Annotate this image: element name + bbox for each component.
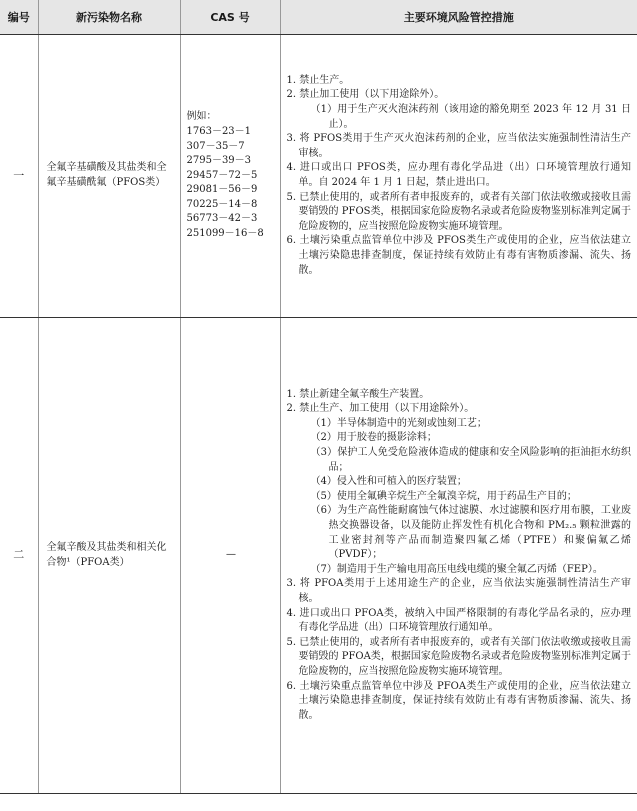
table-row	[0, 35, 637, 318]
measure-subitem: （4）侵入性和可植入的医疗装置；	[310, 476, 467, 488]
measure-item: 2. 禁止加工使用（以下用途除外）。	[286, 89, 445, 101]
measure-item: 4. 进口或出口 PFOS类，应办理有毒化学品进（出）口环境管理放行通知单。自 2024 年 1 月 1 日起，禁止进出口。	[286, 162, 631, 188]
measure-subitem: （1）半导体制造中的光刻或蚀刻工艺；	[310, 417, 487, 429]
header-number: 编号	[0, 0, 38, 35]
header-control-measures: 主要环境风险管控措施	[280, 0, 637, 35]
measure-item: 3. 将 PFOA类用于上述用途生产的企业，应当依法实施强制性清洁生产审核。	[286, 578, 631, 604]
measure-item: 6. 土壤污染重点监管单位中涉及 PFOS类生产或使用的企业，应当依法建立土壤污染隐患排查制度，保证持续有效防止有毒有害物质渗漏、流失、扬散。	[286, 235, 631, 276]
measure-subitem: （3）保护工人免受危险液体造成的健康和安全风险影响的拒油拒水纺织品；	[310, 447, 631, 473]
row-number: 二	[0, 318, 38, 794]
measure-item: 1. 禁止新建全氟辛酸生产装置。	[286, 388, 430, 400]
cas-cell	[180, 35, 280, 318]
measure-item: 4. 进口或出口 PFOA类，被纳入中国严格限制的有毒化学品名录的，应办理有毒化学品进（出）口环境管理放行通知单。	[286, 607, 631, 634]
cas-number: 29081－56－9	[186, 184, 258, 196]
cas-number: 70225－14－8	[186, 198, 258, 210]
measure-item: 5. 已禁止使用的，或者所有者申报废弃的，或者有关部门依法收缴或接收且需要销毁的 PFOA类，根据国家危险废物名录或者危险废物鉴别标准判定属于危险废物的，应当按照危险废物实施环境管理。	[286, 636, 631, 677]
cas-number: 29457－72－5	[186, 169, 258, 181]
table-row	[0, 318, 637, 794]
measure-item: 5. 已禁止使用的，或者所有者申报废弃的，或者有关部门依法收缴或接收且需要销毁的 PFOS类，根据国家危险废物名录或者危险废物鉴别标准判定属于危险废物的，应当按照危险废物实施环境管理。	[286, 191, 631, 232]
measure-subitem: （2）用于胶卷的摄影涂料；	[310, 432, 437, 444]
control-measures	[280, 35, 637, 318]
measure-item: 1. 禁止生产。	[286, 74, 350, 86]
measure-subitem: （5）使用全氟碘辛烷生产全氟溴辛烷，用于药品生产目的；	[310, 490, 577, 502]
header-pollutant-name: 新污染物名称	[38, 0, 180, 35]
cas-number: 251099－16－8	[186, 228, 264, 240]
measure-subitem: （1）用于生产灭火泡沫药剂（该用途的豁免期至 2023 年 12 月 31 日止）。	[310, 104, 631, 130]
cas-intro: 例如：	[186, 111, 217, 123]
pollutant-name: 全氟辛酸及其盐类和相关化合物¹（PFOA类）	[38, 318, 180, 794]
cas-number: —	[180, 318, 280, 794]
control-measures	[280, 318, 637, 794]
cas-number: 2795－39－3	[186, 155, 252, 167]
header-cas-number: CAS 号	[180, 0, 280, 35]
cas-number: 1763－23－1	[186, 125, 252, 137]
pollutant-name: 全氟辛基磺酸及其盐类和全氟辛基磺酰氟（PFOS类）	[38, 35, 180, 318]
cas-number: 56773－42－3	[186, 213, 258, 225]
measure-subitem: （6）为生产高性能耐腐蚀气体过滤膜、水过滤膜和医疗用布膜，工业废热交换器设备，以及能防止挥发性有机化合物和 PM₂.₅ 颗粒泄露的工业密封剂等产品而制造聚四氟乙烯（PTFE）和聚偏氟乙烯（PVDF）；	[310, 505, 631, 561]
measure-item: 6. 土壤污染重点监管单位中涉及 PFOA类生产或使用的企业，应当依法建立土壤污染隐患排查制度，保证持续有效防止有毒有害物质渗漏、流失、扬散。	[286, 680, 631, 721]
cas-number: 307－35－7	[186, 140, 245, 152]
header-row	[0, 0, 637, 35]
measure-item: 2. 禁止生产、加工使用（以下用途除外）。	[286, 403, 475, 415]
row-number: 一	[0, 35, 38, 318]
measure-item: 3. 将 PFOS类用于生产灭火泡沫药剂的企业，应当依法实施强制性清洁生产审核。	[286, 133, 631, 159]
measure-subitem: （7）制造用于生产输电用高压电线电缆的聚全氟乙丙烯（FEP）。	[310, 563, 603, 575]
